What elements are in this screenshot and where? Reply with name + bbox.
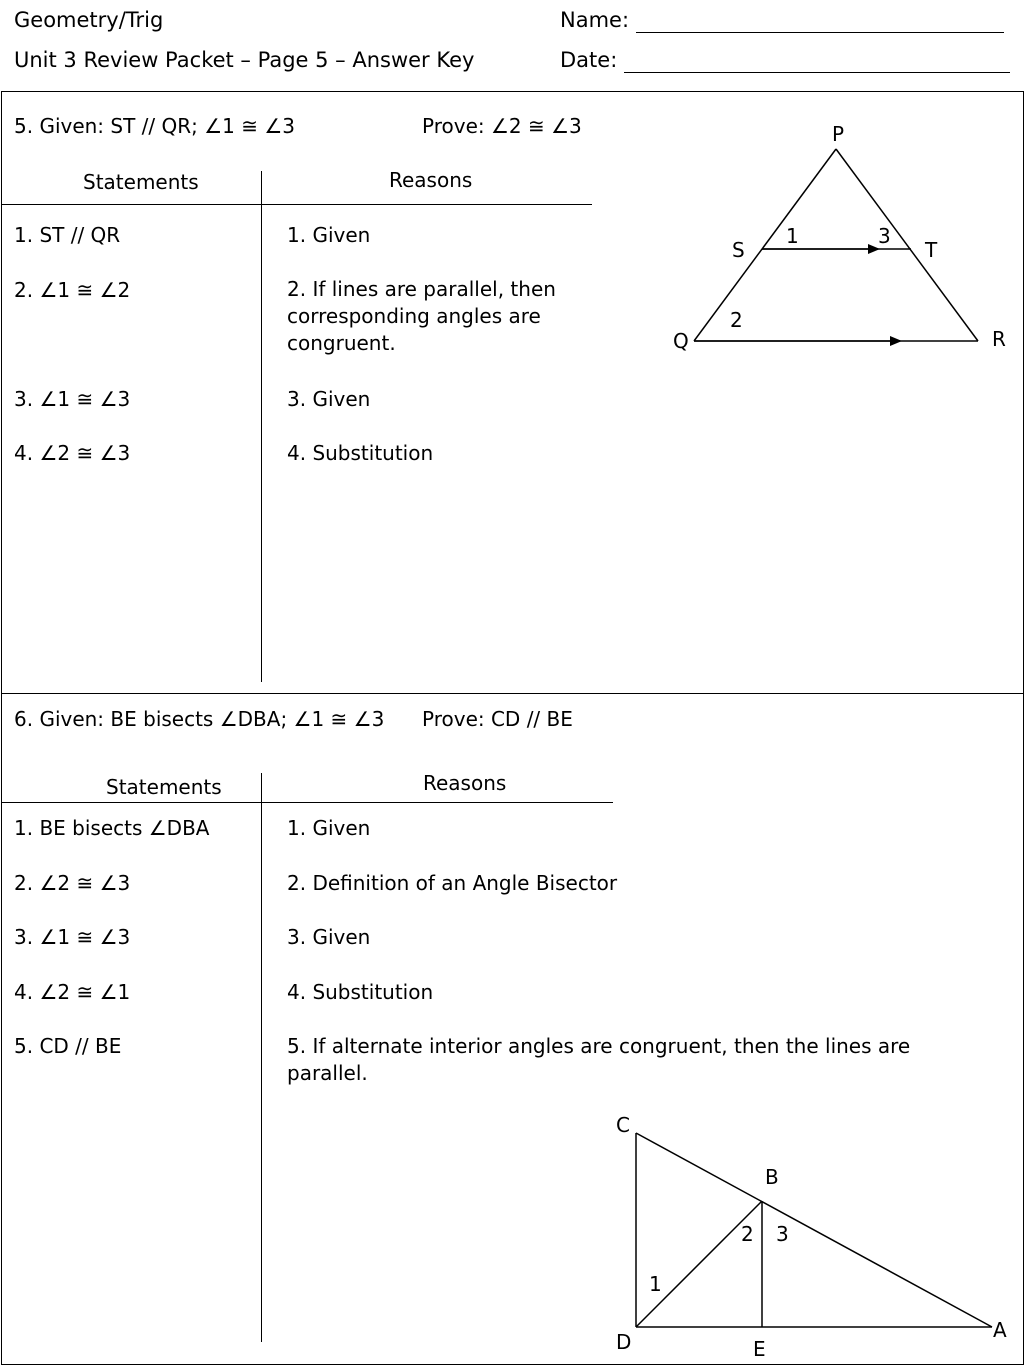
angle-2-label: 2 <box>741 1222 754 1246</box>
statement-row: 5. CD // BE <box>14 1034 122 1058</box>
statement-row: 4. ∠2 ≅ ∠1 <box>14 980 131 1004</box>
reason-row: 4. Substitution <box>287 441 434 465</box>
statement-row: 1. ST // QR <box>14 223 121 247</box>
label-C: C <box>616 1113 630 1137</box>
label-Q: Q <box>673 329 689 353</box>
label-P: P <box>832 122 845 146</box>
packet-title: Unit 3 Review Packet – Page 5 – Answer Key <box>14 48 475 72</box>
statement-row: 3. ∠1 ≅ ∠3 <box>14 925 131 949</box>
problem-6-given: 6. Given: BE bisects ∠DBA; ∠1 ≅ ∠3 <box>14 707 385 731</box>
name-label: Name: <box>560 8 630 32</box>
problem-5-given: 5. Given: ST // QR; ∠1 ≅ ∠3 <box>14 114 296 138</box>
statement-row: 2. ∠2 ≅ ∠3 <box>14 871 131 895</box>
label-E: E <box>753 1337 766 1360</box>
table-header-divider <box>1 204 592 205</box>
label-S: S <box>732 238 745 262</box>
problem-6-prove: Prove: CD // BE <box>422 707 573 731</box>
statement-row: 2. ∠1 ≅ ∠2 <box>14 278 131 302</box>
statement-row: 4. ∠2 ≅ ∠3 <box>14 441 131 465</box>
segment-CA <box>636 1133 992 1327</box>
statements-header: Statements <box>83 170 199 194</box>
name-field[interactable] <box>636 32 1004 33</box>
date-field[interactable] <box>624 72 1010 73</box>
triangle-diagram <box>660 115 1024 365</box>
date-label: Date: <box>560 48 618 72</box>
side-PR <box>836 149 978 341</box>
label-B: B <box>765 1165 779 1189</box>
statements-header: Statements <box>106 775 222 799</box>
reasons-header: Reasons <box>423 771 507 795</box>
angle-1-label: 1 <box>649 1272 662 1296</box>
label-A: A <box>993 1318 1007 1342</box>
reason-row: 3. Given <box>287 387 371 411</box>
angle-2-label: 2 <box>730 308 743 332</box>
label-T: T <box>925 238 938 262</box>
reason-row: 3. Given <box>287 925 371 949</box>
problem-5-prove: Prove: ∠2 ≅ ∠3 <box>422 114 582 138</box>
right-triangle-diagram <box>600 1105 1024 1360</box>
label-R: R <box>992 327 1006 351</box>
reason-row: 5. If alternate interior angles are congruent, then the lines are parallel. <box>287 1034 911 1085</box>
reason-row: 2. If lines are parallel, then corresponding angles are congruent. <box>287 277 556 355</box>
reasons-header: Reasons <box>389 168 473 192</box>
angle-1-label: 1 <box>786 224 799 248</box>
angle-3-label: 3 <box>878 224 891 248</box>
statement-row: 1. BE bisects ∠DBA <box>14 816 210 840</box>
reason-row: 2. Definition of an Angle Bisector <box>287 871 618 895</box>
table-column-divider <box>261 773 262 1342</box>
label-D: D <box>616 1330 632 1354</box>
reason-row: 1. Given <box>287 223 371 247</box>
angle-3-label: 3 <box>776 1222 789 1246</box>
table-header-divider <box>1 802 613 803</box>
reason-row: 1. Given <box>287 816 371 840</box>
table-column-divider <box>261 171 262 682</box>
statement-row: 3. ∠1 ≅ ∠3 <box>14 387 131 411</box>
side-PQ <box>694 149 836 341</box>
course-title: Geometry/Trig <box>14 8 164 32</box>
segment-DB <box>636 1201 762 1327</box>
reason-row: 4. Substitution <box>287 980 434 1004</box>
